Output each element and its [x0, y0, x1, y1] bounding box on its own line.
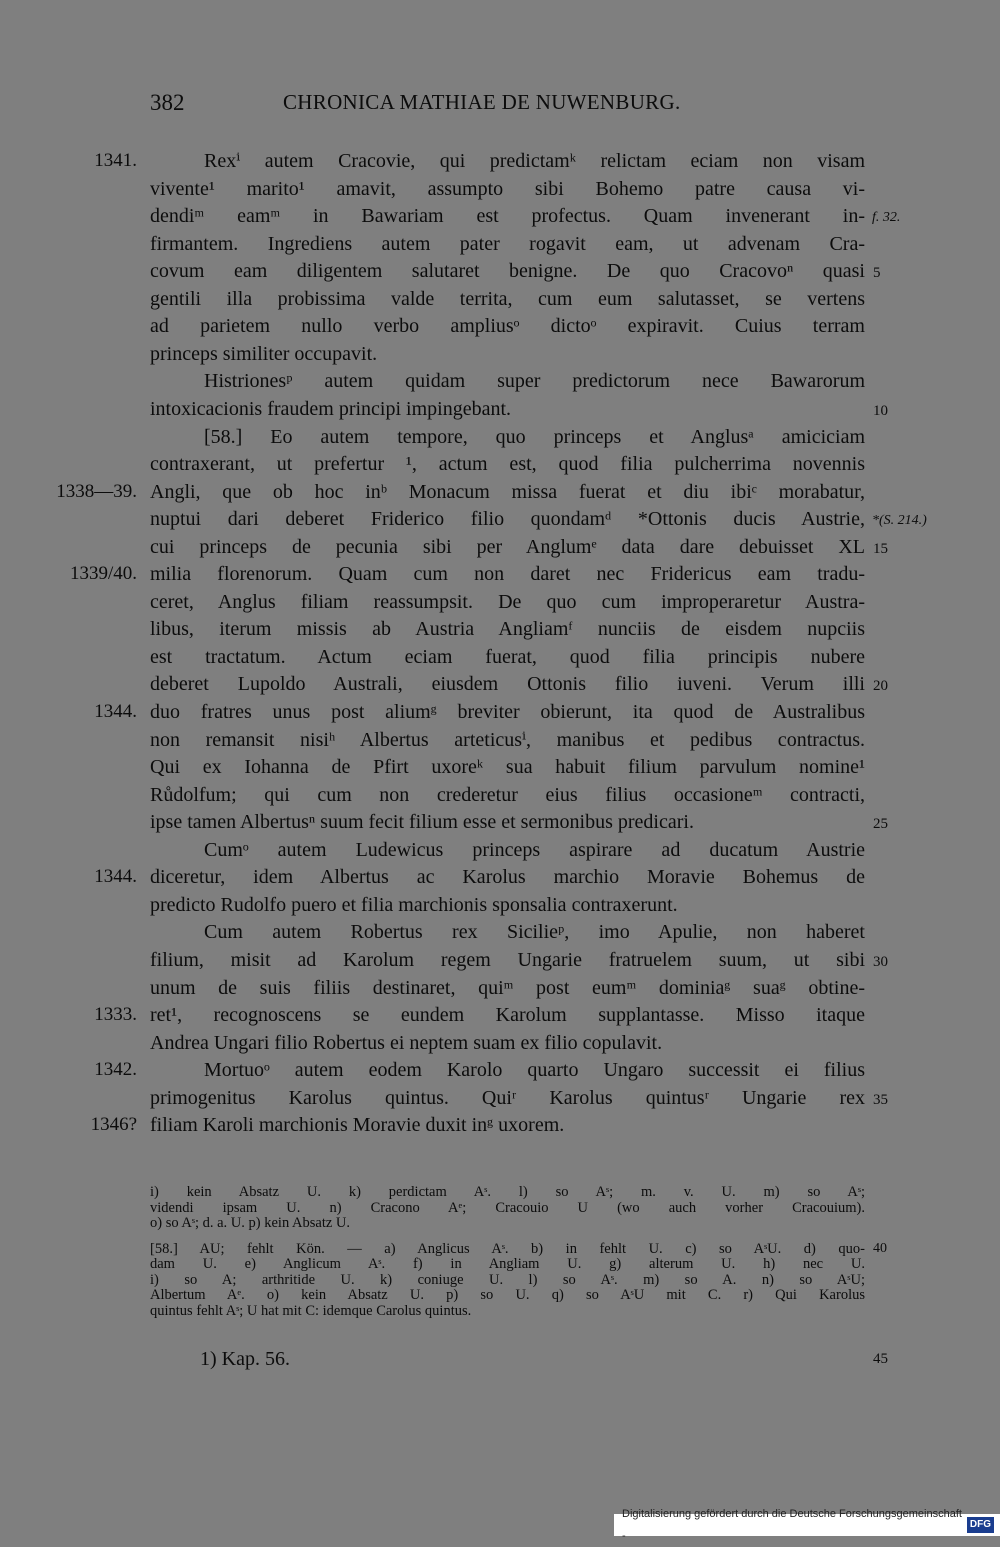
text-line: dendiᵐ eamᵐ in Bawariam est profectus. Quam invenerant in-	[150, 205, 865, 228]
dfg-banner	[614, 1508, 1000, 1542]
year-marginal: 1341.	[94, 150, 137, 171]
text-line: milia florenorum. Quam cum non daret nec Fridericus eam tradu-	[150, 563, 865, 586]
text-line: gentili illa probissima valde territa, cum eum salutasset, se vertens	[150, 287, 865, 310]
footnote-line: quintus fehlt Aˢ; U hat mit C: idemque Carolus quintus.	[150, 1302, 472, 1319]
margin-line-number: 30	[873, 953, 888, 970]
text-line: contraxerant, ut prefertur ¹, actum est, quod filia pulcherrima novennis	[150, 453, 865, 476]
text-line: duo fratres unus post aliumᵍ breviter obierunt, ita quod de Australibus	[150, 701, 865, 723]
margin-line-number: 5	[873, 265, 881, 282]
text-line: est tractatum. Actum eciam fuerat, quod filia principis nubere	[150, 645, 865, 668]
footnote-line: i) kein Absatz U. k) perdictam Aˢ. l) so Aˢ; m. v. U. m) so Aˢ;	[150, 1184, 865, 1200]
margin-line-number: 25	[873, 816, 888, 833]
text-line: Angli, que ob hoc inᵇ Monacum missa fuerat et diu ibiᶜ morabatur,	[150, 480, 865, 503]
year-marginal: 1342.	[94, 1059, 137, 1081]
text-line: Růdolfum; qui cum non crederetur eius filius occasioneᵐ contracti,	[150, 783, 865, 806]
footnote-line: o) so Aˢ; d. a. U. p) kein Absatz U.	[150, 1215, 351, 1231]
text-line: Rexⁱ autem Cracovie, qui predictamᵏ relictam eciam non visam	[204, 150, 865, 172]
text-line: firmantem. Ingrediens autem pater rogavit eam, ut advenam Cra-	[150, 232, 865, 255]
text-line: ad parietem nullo verbo ampliusᵒ dictoᵒ expiravit. Cuius terram	[150, 315, 865, 338]
text-line: nuptui dari deberet Friderico filio quondamᵈ *Ottonis ducis Austrie,	[150, 508, 865, 531]
text-line: cui princeps de pecunia sibi per Anglumᵉ data dare debuisset XL	[150, 535, 865, 558]
text-line: ret¹, recognoscens se eundem Karolum supplantasse. Misso itaque	[150, 1004, 865, 1027]
margin-line-number: 45	[873, 1351, 888, 1367]
text-line: Histrionesᵖ autem quidam super predictorum nece Bawarorum	[204, 370, 865, 393]
text-line: non remansit nisiʰ Albertus arteticusⁱ, manibus et pedibus contractus.	[150, 728, 865, 751]
text-line: Qui ex Iohanna de Pfirt uxoreᵏ sua habuit filium parvulum nomine¹	[150, 756, 865, 779]
year-marginal: 1333.	[94, 1004, 137, 1026]
text-line: Cumᵒ autem Ludewicus princeps aspirare ad ducatum Austrie	[204, 838, 865, 861]
dfg-logo: DFG	[967, 1517, 994, 1533]
text-line: Mortuoᵒ autem eodem Karolo quarto Ungaro successit ei filius	[204, 1059, 865, 1082]
text-line: intoxicacionis fraudem principi impingebant.	[150, 397, 512, 420]
text-line: filiam Karoli marchionis Moravie duxit inᵍ uxorem.	[150, 1114, 565, 1137]
margin-line-number: 35	[873, 1091, 888, 1108]
footnote-line: [58.] AU; fehlt Kön. — a) Anglicus Aˢ. b) in fehlt U. c) so AˢU. d) quo-	[150, 1240, 865, 1257]
page-title: CHRONICA MATHIAE DE NUWENBURG.	[283, 90, 681, 114]
text-line: deberet Lupoldo Australi, eiusdem Ottonis filio iuveni. Verum illi	[150, 673, 865, 696]
margin-line-number: 10	[873, 402, 888, 419]
text-line: princeps similiter occupavit.	[150, 342, 378, 365]
text-line: libus, iterum missis ab Austria Angliamᶠ nunciis de eisdem nupciis	[150, 618, 865, 641]
text-line: ceret, Anglus filiam reassumpsit. De quo cum improperaretur Austra-	[150, 590, 865, 613]
text-line: predicto Rudolfo puero et filia marchionis sponsalia contraxerunt.	[150, 893, 678, 916]
text-line: unum de suis filiis destinaret, quiᵐ post eumᵐ dominiaᵍ suaᵍ obtine-	[150, 976, 865, 999]
margin-line-number: 40	[873, 1240, 887, 1256]
footnote-line: dam U. e) Anglicum Aˢ. f) in Angliam U. g) alterum U. h) nec U.	[150, 1256, 865, 1272]
banner-text: Digitalisierung gefördert durch die Deutsche Forschungsgemeinschaft -	[622, 1508, 962, 1542]
text-line: filium, misit ad Karolum regem Ungarie fratruelem suum, ut sibi	[150, 948, 865, 971]
text-line: Andrea Ungari filio Robertus ei neptem suam ex filio copulavit.	[150, 1031, 663, 1054]
text-line: covum eam diligentem salutaret benigne. De quo Cracovoⁿ quasi	[150, 260, 865, 283]
text-line: vivente¹ marito¹ amavit, assumpto sibi Bohemo patre causa vi-	[150, 177, 865, 200]
footnote-line: i) so A; arthritide U. k) coniuge U. l) so Aˢ. m) so A. n) so AˢU;	[150, 1271, 865, 1288]
reference-note: 1) Kap. 56.	[200, 1348, 290, 1370]
text-line: diceretur, idem Albertus ac Karolus marchio Moravie Bohemus de	[150, 866, 865, 889]
text-line: primogenitus Karolus quintus. Quiʳ Karolus quintusʳ Ungarie rex	[150, 1086, 865, 1109]
year-marginal: 1346?	[90, 1114, 137, 1136]
folio-marginal: *(S. 214.)	[872, 513, 927, 529]
footnote-line: videndi ipsam U. n) Cracono Aᵉ; Cracouio U (wo auch vorher Cracouium).	[150, 1199, 865, 1216]
year-marginal: 1344.	[94, 701, 137, 722]
text-line: ipse tamen Albertusⁿ suum fecit filium esse et sermonibus predicari.	[150, 811, 694, 834]
margin-line-number: 20	[873, 678, 888, 695]
folio-marginal: f. 32.	[872, 210, 901, 226]
text-line: [58.] Eo autem tempore, quo princeps et Anglusᵃ amiciciam	[204, 425, 865, 448]
text-line: Cum autem Robertus rex Sicilieᵖ, imo Apulie, non haberet	[204, 921, 865, 944]
footnote-line: Albertum Aᵉ. o) kein Absatz U. p) so U. q) so AˢU mit C. r) Qui Karolus	[150, 1287, 865, 1303]
year-marginal: 1339/40.	[69, 563, 137, 585]
year-marginal: 1344.	[94, 866, 137, 888]
year-marginal: 1338—39.	[56, 480, 137, 502]
page-number: 382	[150, 90, 185, 115]
margin-line-number: 15	[873, 540, 888, 557]
